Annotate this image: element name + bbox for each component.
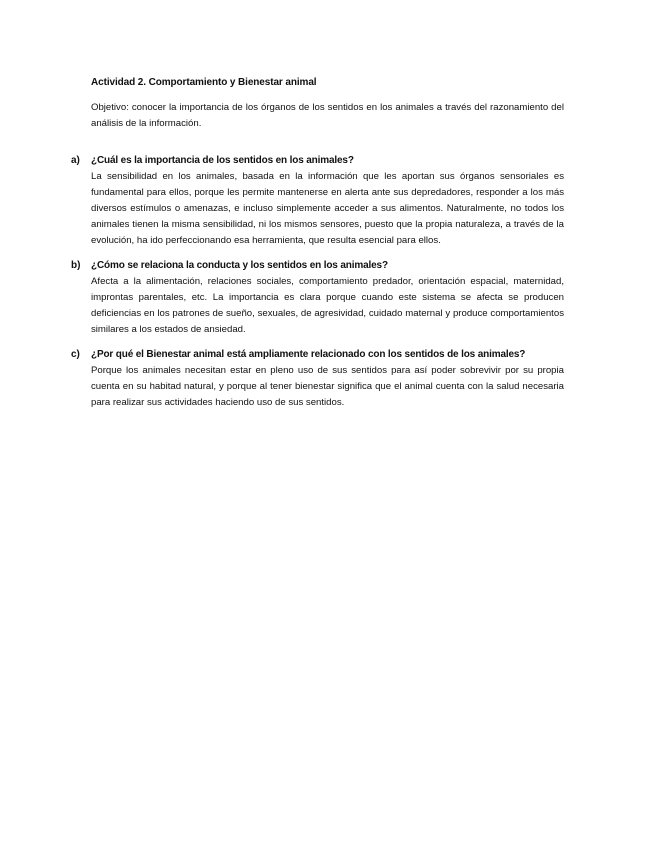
objective-paragraph: Objetivo: conocer la importancia de los órganos de los sentidos en los animales a través del razonamiento del análisis de la información. xyxy=(91,102,564,129)
question-heading: ¿Por qué el Bienestar animal está ampliamente relacionado con los sentidos de los animales? xyxy=(91,349,526,360)
question-item-c xyxy=(71,348,564,411)
answer-paragraph: Porque los animales necesitan estar en pleno uso de sus sentidos para así poder sobrevivir por su propia cuenta en su habitad natural, y porque al tener bienestar significa que el animal cuenta con la salud necesaria para realizar sus actividades haciendo uso de sus sentidos. xyxy=(91,365,564,408)
document-content xyxy=(71,76,564,421)
document-title: Actividad 2. Comportamiento y Bienestar animal xyxy=(91,77,317,88)
question-heading: ¿Cuál es la importancia de los sentidos en los animales? xyxy=(91,155,354,166)
answer-paragraph: La sensibilidad en los animales, basada en la información que les aportan sus órganos sensoriales es fundamental para ellos, porque les permite mantenerse en alerta ante sus depredadores, responder a los más diversos estímulos o amenazas, e incluso simplemente acceder a sus alimentos. Naturalmente, no todos los animales tienen la misma sensibilidad, ni los mismos sensores, puesto que la propia naturaleza, a través de la evolución, ha ido perfeccionando esa herramienta, que resulta esencial para ellos. xyxy=(91,171,564,246)
item-letter: a) xyxy=(71,155,80,166)
question-item-a xyxy=(71,154,564,249)
question-heading: ¿Cómo se relaciona la conducta y los sentidos en los animales? xyxy=(91,260,388,271)
item-letter: c) xyxy=(71,349,80,360)
answer-paragraph: Afecta a la alimentación, relaciones sociales, comportamiento predador, orientación espacial, maternidad, improntas parentales, etc. La importancia es clara porque cuando este sistema se afecta se producen deficiencias en los patrones de sueño, sexuales, de agresividad, cuidado maternal y produce comportamientos similares a los estados de ansiedad. xyxy=(91,276,564,335)
question-item-b xyxy=(71,259,564,338)
item-letter: b) xyxy=(71,260,81,271)
